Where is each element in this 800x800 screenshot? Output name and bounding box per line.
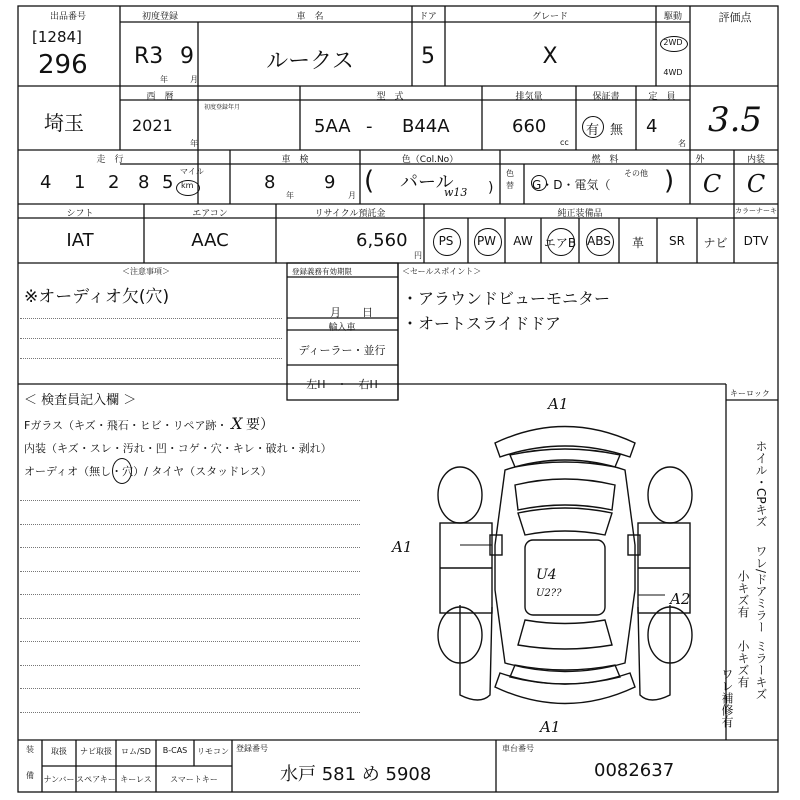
fuel-label: 燃 料 xyxy=(591,155,619,165)
car-damage-diagram xyxy=(400,395,720,740)
glass-line xyxy=(24,414,274,434)
side-note-6: ワレ補修有 xyxy=(720,668,734,728)
recycle-label: リサイクル預託金 xyxy=(314,209,386,219)
mileage-digit: 1 xyxy=(74,172,86,193)
sales-point-1: ・アラウンドビューモニター xyxy=(402,289,611,308)
inspection-month-unit: 月 xyxy=(348,191,356,200)
equipment-label: 純正装備品 xyxy=(557,209,603,219)
inspection-year: 8 xyxy=(264,172,276,193)
caution-line xyxy=(20,318,282,319)
car-name: ルークス xyxy=(266,49,354,74)
footer-item-bottom: スペアキー xyxy=(76,775,116,784)
color-value: パール xyxy=(400,172,454,193)
inspection-month: 9 xyxy=(324,172,336,193)
footer-item-top: ナビ取扱 xyxy=(80,747,112,756)
footer-item-bottom: スマートキー xyxy=(170,775,218,784)
mileage-digit: 4 xyxy=(40,172,52,193)
doors-label: ドア xyxy=(419,12,437,22)
reg-era: R3 xyxy=(134,44,164,69)
equipment-item: AW xyxy=(513,234,533,248)
audio-line: オーディオ（無し・穴）/ タイヤ（スタッドレス） xyxy=(24,465,272,478)
ac-value: AAC xyxy=(191,230,229,251)
reg-year: 2021 xyxy=(132,116,173,135)
capacity-value: 4 xyxy=(646,116,658,137)
shift-label: シフト xyxy=(66,209,94,219)
cc-label: 排気量 xyxy=(515,92,543,102)
side-note-4: 小キズ有 xyxy=(736,640,750,688)
inspector-line xyxy=(20,665,360,666)
footer-item-top: ロム/SD xyxy=(121,747,151,756)
drive-label: 駆動 xyxy=(663,12,683,22)
keyless-label: カラーナーキ xyxy=(735,207,777,215)
cc-value: 660 xyxy=(512,116,547,137)
recycle-value: 6,560 xyxy=(356,230,408,251)
exterior-label: 外 xyxy=(695,155,705,165)
model-code: B44A xyxy=(402,116,450,137)
inspector-line xyxy=(20,500,360,501)
equipment-circle xyxy=(586,228,614,256)
shift-value: IAT xyxy=(66,230,94,251)
interior-label: 内装 xyxy=(746,155,766,165)
chassis-number: 0082637 xyxy=(594,760,675,781)
inspector-line xyxy=(20,524,360,525)
drive-2wd: 2WD xyxy=(663,38,683,47)
interior-score: C xyxy=(746,170,766,198)
glass-end: 要） xyxy=(245,417,274,433)
warranty-label: 保証書 xyxy=(592,92,620,102)
equipment-item: DTV xyxy=(743,234,769,248)
inspector-line xyxy=(20,641,360,642)
footer-item-bottom: キーレス xyxy=(120,775,152,784)
plate-label: 登録番号 xyxy=(236,744,268,753)
lot-number: 296 xyxy=(38,50,88,80)
prefecture: 埼玉 xyxy=(44,111,84,135)
points-label: ＜セールスポイント＞ xyxy=(402,267,482,276)
side-note-3: 小キズ有 xyxy=(736,570,750,618)
km-unit: km xyxy=(181,181,194,190)
exterior-score: C xyxy=(702,170,722,198)
inspect-day-unit: 日 xyxy=(362,306,373,319)
keylock-label: キーロック xyxy=(730,389,770,398)
equipment-item: PW xyxy=(476,234,497,248)
caution-text: ※オーディオ欠(穴) xyxy=(24,287,170,307)
reg-month: 9 xyxy=(180,44,194,69)
capacity-unit: 名 xyxy=(678,139,686,148)
side-note-2: ワレ/ドアミラー xyxy=(754,545,768,634)
car-name-label: 車 名 xyxy=(296,12,324,22)
year-label: 西 暦 xyxy=(146,92,174,102)
equipment-circle xyxy=(547,228,575,256)
warranty-no: 無 xyxy=(610,123,624,138)
mile-unit: マイル xyxy=(180,167,204,176)
inspect-month-unit: 月 xyxy=(330,306,341,319)
caution-line xyxy=(20,338,282,339)
reg-year-unit: 年 xyxy=(190,139,198,148)
mileage-digit: 8 xyxy=(138,172,150,193)
footer-label-2: 備 xyxy=(26,771,34,780)
inspector-title: ＜ 検査員記入欄 ＞ xyxy=(24,393,137,408)
grade-label: グレード xyxy=(531,12,569,22)
lot-label: 出品番号 xyxy=(49,12,87,22)
side-note-5: ミラーキズ xyxy=(754,640,768,700)
chassis-label: 車台番号 xyxy=(502,744,534,753)
equipment-item: エアB xyxy=(543,236,577,250)
score-value: 3.5 xyxy=(707,100,763,140)
sales-point-2: ・オートスライドドア xyxy=(402,314,561,333)
doors-value: 5 xyxy=(421,44,435,69)
inspector-line xyxy=(20,547,360,548)
footer-item-top: B-CAS xyxy=(162,746,188,755)
inspection-year-unit: 年 xyxy=(286,191,294,200)
color-change-label: 色替 xyxy=(506,169,514,190)
mark-roof-2: U2?? xyxy=(536,588,562,599)
first-reg-label: 初度登録 xyxy=(141,12,179,22)
model-label: 型 式 xyxy=(376,92,404,102)
handle-option: 左H ・ 右H xyxy=(306,378,378,391)
inspection-label: 車 検 xyxy=(281,155,309,165)
inspector-line xyxy=(20,618,360,619)
mileage-label: 走 行 xyxy=(96,155,124,165)
fuel-paren-close: ) xyxy=(664,166,675,196)
inspector-line xyxy=(20,712,360,713)
equipment-item: 革 xyxy=(631,236,645,250)
glass-options: Fガラス（キズ・飛石・ヒビ・リペア跡・ xyxy=(24,419,228,432)
model-dash: - xyxy=(366,116,373,137)
side-note-1: ホイル・CPキズ xyxy=(754,440,768,528)
color-code: w13 xyxy=(444,186,468,199)
model-prefix: 5AA xyxy=(314,116,351,137)
equipment-circle xyxy=(433,228,461,256)
drive-4wd: 4WD xyxy=(663,68,683,77)
recycle-unit: 円 xyxy=(414,251,422,260)
equipment-item: SR xyxy=(669,234,685,248)
caution-line xyxy=(20,358,282,359)
inspector-line xyxy=(20,688,360,689)
mileage-digit: 5 xyxy=(162,172,174,193)
inspect-label: 登録義務有効期限 xyxy=(292,267,352,276)
mark-front: A1 xyxy=(548,395,569,413)
dealer-option: ディーラー・並行 xyxy=(298,344,386,357)
fuel-options: G・D・電気（ xyxy=(532,178,611,192)
mark-right: A2 xyxy=(670,590,691,608)
glass-mark: X xyxy=(231,414,243,433)
footer-label-1: 装 xyxy=(26,745,34,754)
footer-item-top: リモコン xyxy=(197,747,229,756)
audio-hole-circle xyxy=(112,458,132,484)
inspector-line xyxy=(20,571,360,572)
interior-line: 内装（キズ・スレ・汚れ・凹・コゲ・穴・キレ・破れ・剥れ） xyxy=(24,442,332,455)
year-unit: 年 xyxy=(160,75,168,84)
warranty-yes: 有 xyxy=(586,123,600,138)
mileage-digit: 2 xyxy=(108,172,120,193)
footer-item-bottom: ナンバー xyxy=(43,775,75,784)
cc-unit: cc xyxy=(560,138,569,147)
color-paren-open: ( xyxy=(364,166,375,196)
equipment-item: PS xyxy=(438,234,454,248)
fuel-g-circle xyxy=(531,175,547,191)
capacity-label: 定 員 xyxy=(648,92,676,102)
ac-label: エアコン xyxy=(192,209,228,219)
score-label: 評価点 xyxy=(718,11,752,24)
grade-value: X xyxy=(542,44,558,69)
model-note: 初度登録年月 xyxy=(204,104,241,111)
plate-number: 水戸 581 め 5908 xyxy=(280,764,432,785)
footer-item-top: 取扱 xyxy=(51,747,67,756)
equipment-circle xyxy=(474,228,502,256)
caution-label: ＜注意事項＞ xyxy=(122,267,170,276)
color-paren-close: ) xyxy=(488,180,494,196)
equipment-item: ナビ xyxy=(703,236,728,250)
lot-sub: [1284] xyxy=(32,28,82,46)
import-label: 輸入車 xyxy=(328,323,356,333)
color-label: 色（Col.No） xyxy=(401,155,459,165)
mark-rear: A1 xyxy=(540,718,561,736)
mark-roof-1: U4 xyxy=(536,567,557,583)
month-unit: 月 xyxy=(190,75,198,84)
fuel-other: その他 xyxy=(624,169,648,178)
mark-left: A1 xyxy=(392,538,413,556)
inspector-line xyxy=(20,594,360,595)
equipment-item: ABS xyxy=(587,234,611,248)
